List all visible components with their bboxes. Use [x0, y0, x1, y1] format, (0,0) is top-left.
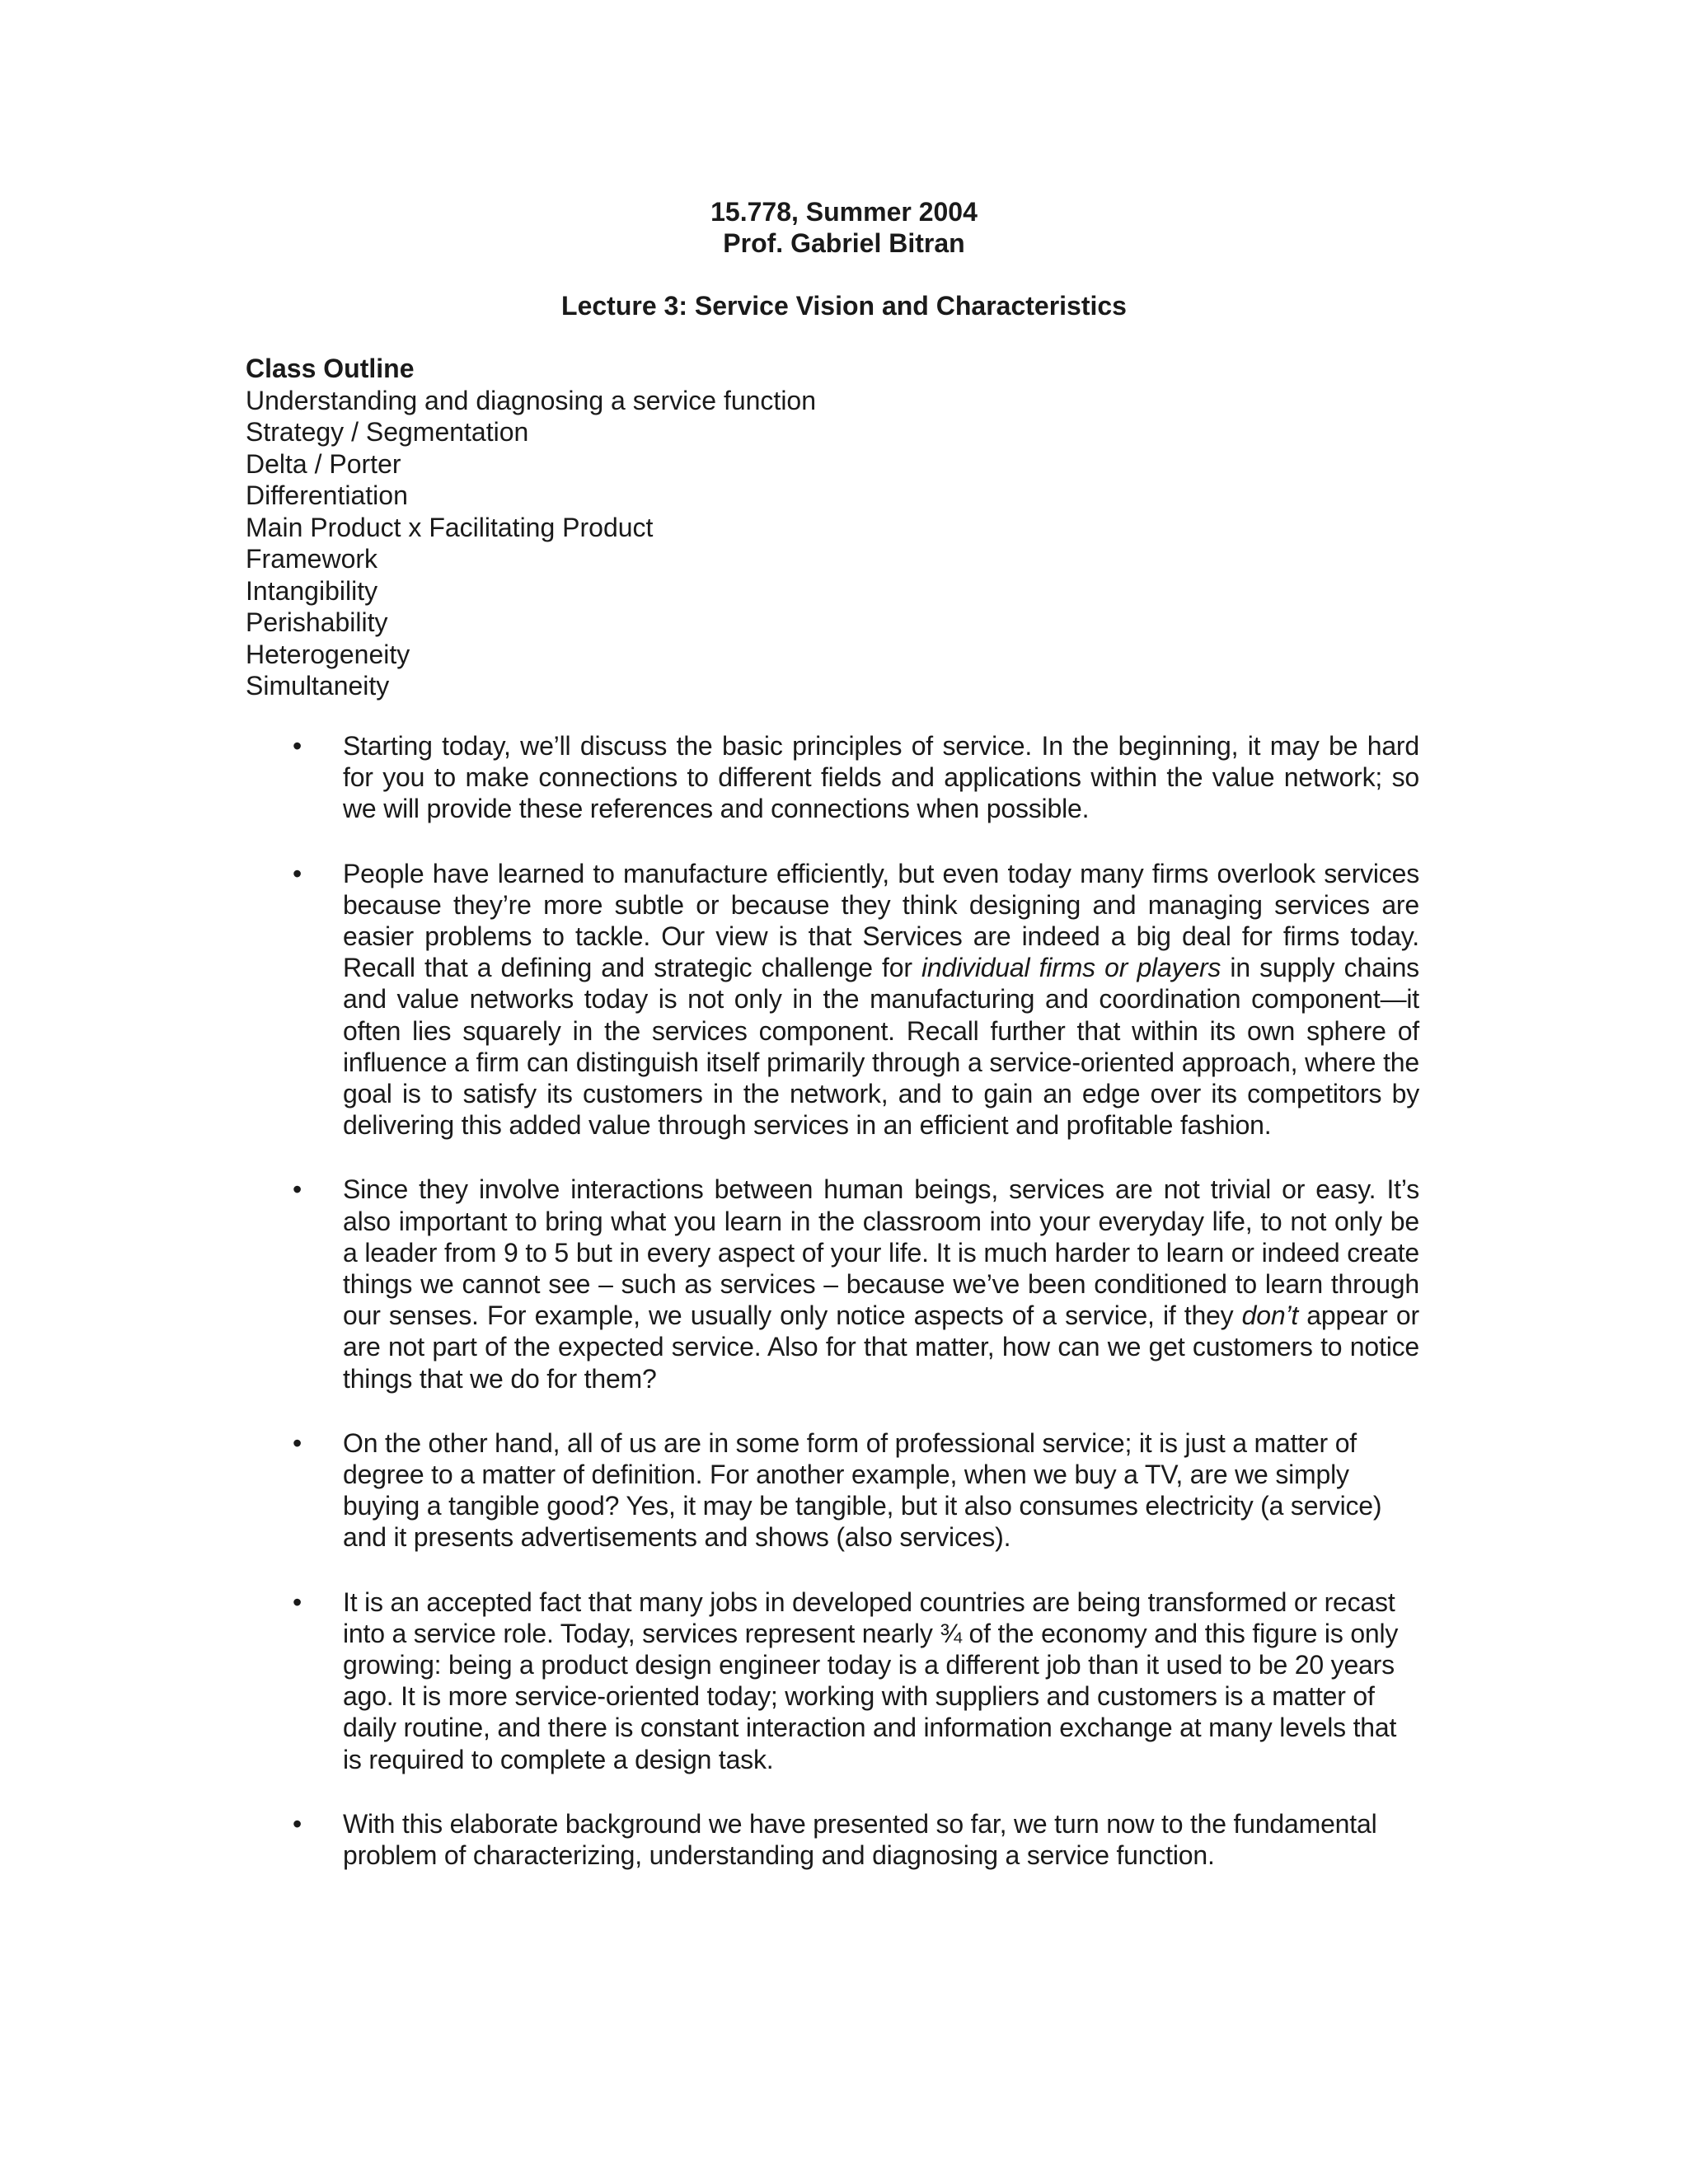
outline-item: Strategy / Segmentation [246, 417, 529, 447]
bullet-text-segment: People have learned to manufacture efficiently, but even today many firms overlook services because they’re more subtle or because they think designing and managing services are easier problems to tackle. Our view is that Services are indeed a big deal for firms today. Recall that a defining and strategic challenge for [343, 858, 1419, 983]
outline-item: Perishability [246, 607, 388, 637]
bullet-list [0, 730, 1688, 1904]
bullet-text-segment: appear or are not part of the expected service. Also for that matter, how can we get customers to notice things that we do for them? [343, 1301, 1419, 1394]
lecture-title: Lecture 3: Service Vision and Characteristics [561, 291, 1127, 321]
class-outline [246, 353, 816, 702]
bullet-text [343, 858, 1419, 1141]
italic-phrase: don’t [1241, 1301, 1299, 1331]
bullet-icon: • [293, 1808, 302, 1839]
bullet-icon: • [293, 1427, 302, 1458]
outline-item: Delta / Porter [246, 448, 401, 479]
bullet-text [343, 1174, 1419, 1394]
bullet-item-2 [0, 858, 1688, 1141]
outline-list [246, 385, 816, 702]
bullet-text: On the other hand, all of us are in some form of professional service; it is just a matter of degree to a matter of definition. For another example, when we buy a TV, are we simply buying a tangible good? Yes, it may be tangible, but it also consumes electricity (a service) and it presents advertisements and shows (also services). [343, 1427, 1382, 1553]
bullet-icon: • [293, 1174, 302, 1205]
bullet-icon: • [293, 731, 302, 761]
course-title: 15.778, Summer 2004 [710, 197, 978, 227]
outline-item: Main Product x Facilitating Product [246, 512, 654, 542]
bullet-item-4 [0, 1427, 1688, 1554]
outline-item: Intangibility [246, 575, 378, 606]
bullet-text-segment: in supply chains and value networks today is not only in the manufacturing and coordination component—it often lies squarely in the services component. Recall further that within its own sphere of influence a firm can distinguish itself primarily through a service-oriented approach, where the goal is to satisfy its customers in the network, and to gain an edge over its competitors by delivering this added value through services in an efficient and profitable fashion. [343, 953, 1419, 1141]
professor-name: Prof. Gabriel Bitran [723, 228, 965, 258]
bullet-text-segment: Since they involve interactions between human beings, services are not trivial or easy. It’s also important to bring what you learn in the classroom into your everyday life, to not only be a leader from 9 to 5 but in every aspect of your life. It is much harder to learn or indeed create things we cannot see – such as services – because we’ve been conditioned to learn through our senses. For example, we usually only notice aspects of a service, if they [343, 1174, 1419, 1331]
outline-item: Framework [246, 544, 378, 574]
bullet-text: It is an accepted fact that many jobs in developed countries are being transformed or recast into a service role. Today, services represent nearly ¾ of the economy and this figure is only growing: being a product design engineer today is a different job than it used to be 20 years ago. It is more service-oriented today; working with suppliers and customers is a matter of daily routine, and there is constant interaction and information exchange at many levels that is required to complete a design task. [343, 1586, 1399, 1774]
bullet-item-6 [0, 1808, 1688, 1871]
outline-item: Understanding and diagnosing a service function [246, 385, 817, 415]
bullet-item-1 [0, 730, 1688, 825]
bullet-item-5 [0, 1586, 1688, 1775]
bullet-text: With this elaborate background we have presented so far, we turn now to the fundamental problem of characterizing, understanding and diagnosing a service function. [343, 1808, 1377, 1871]
outline-item: Simultaneity [246, 671, 390, 701]
outline-item: Heterogeneity [246, 639, 410, 669]
bullet-text: Starting today, we’ll discuss the basic principles of service. In the beginning, it may be hard for you to make connections to different fields and applications within the value network; so we will provide these references and connections when possible. [343, 731, 1419, 824]
outline-item: Differentiation [246, 480, 408, 510]
outline-heading: Class Outline [246, 354, 415, 383]
bullet-icon: • [293, 1586, 302, 1617]
bullet-item-3 [0, 1174, 1688, 1394]
bullet-icon: • [293, 858, 302, 888]
italic-phrase: individual firms or players [921, 953, 1221, 983]
